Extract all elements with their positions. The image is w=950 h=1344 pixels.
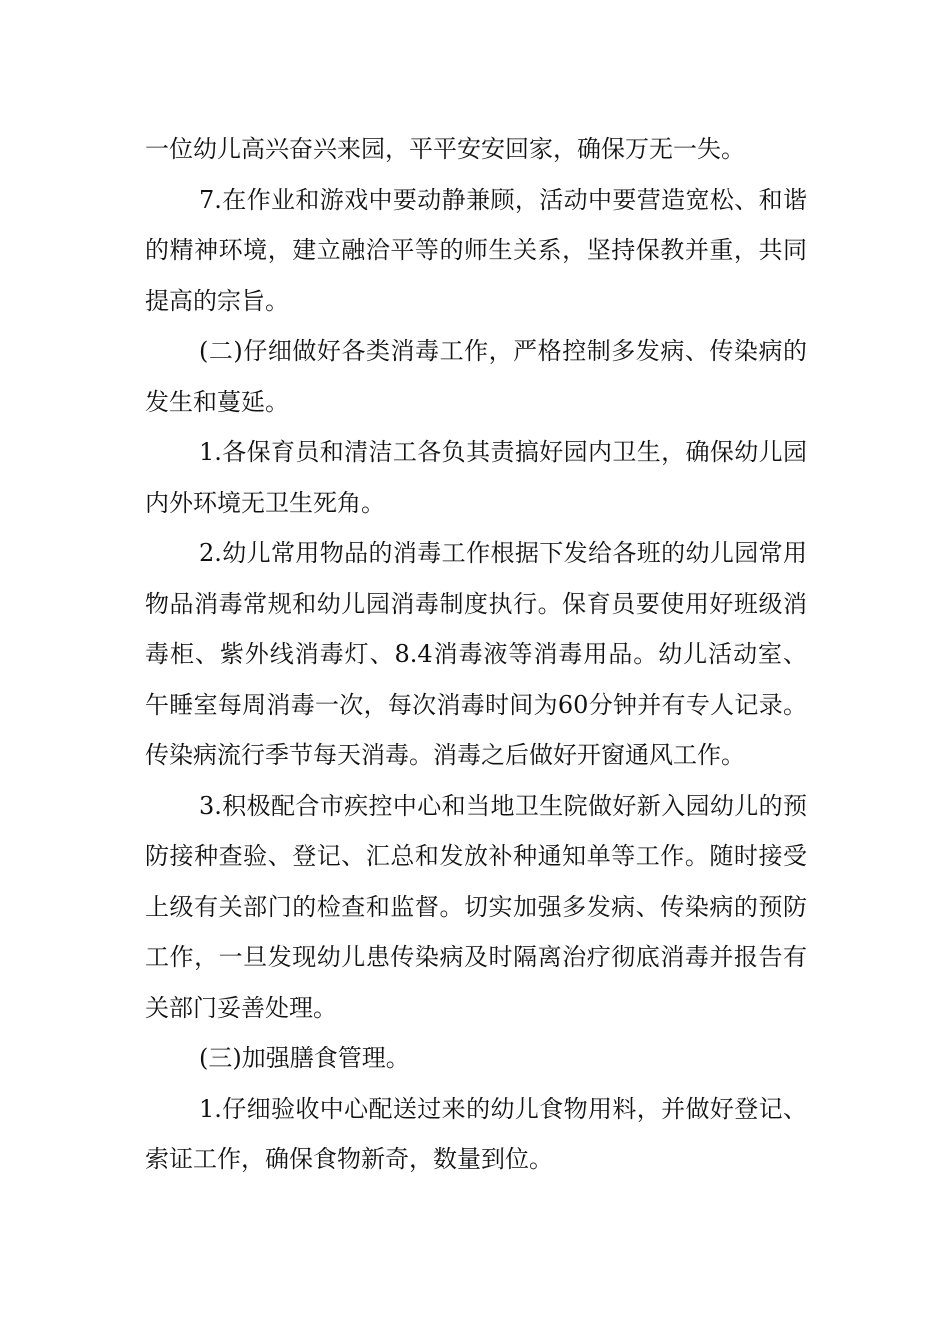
paragraph-item-1-meals: 1.仔细验收中心配送过来的幼儿食物用料，并做好登记、索证工作，确保食物新奇，数量到位。 [145, 1094, 807, 1173]
paragraph-continuation: 一位幼儿高兴奋兴来园，平平安安回家，确保万无一失。 [145, 135, 745, 163]
section-heading-2: (二)仔细做好各类消毒工作，严格控制多发病、传染病的发生和蔓延。 [145, 337, 807, 416]
paragraph-item-1: 1.各保育员和清洁工各负其责搞好园内卫生，确保幼儿园内外环境无卫生死角。 [145, 438, 807, 517]
section-heading-3: (三)加强膳食管理。 [199, 1044, 410, 1072]
paragraph-item-3: 3.积极配合市疾控中心和当地卫生院做好新入园幼儿的预防接种查验、登记、汇总和发放补种通知单等工作。随时接受上级有关部门的检查和监督。切实加强多发病、传染病的预防工作，一旦发现幼儿患传染病及时隔离治疗彻底消毒并报告有关部门妥善处理。 [145, 791, 807, 1022]
document-body [145, 124, 807, 1185]
paragraph-item-7: 7.在作业和游戏中要动静兼顾，活动中要营造宽松、和谐的精神环境，建立融洽平等的师生关系，坚持保教并重，共同提高的宗旨。 [145, 185, 807, 315]
paragraph-item-2: 2.幼儿常用物品的消毒工作根据下发给各班的幼儿园常用物品消毒常规和幼儿园消毒制度执行。保育员要使用好班级消毒柜、紫外线消毒灯、8.4消毒液等消毒用品。幼儿活动室、午睡室每周消毒一次，每次消毒时间为60分钟并有专人记录。传染病流行季节每天消毒。消毒之后做好开窗通风工作。 [145, 539, 807, 769]
